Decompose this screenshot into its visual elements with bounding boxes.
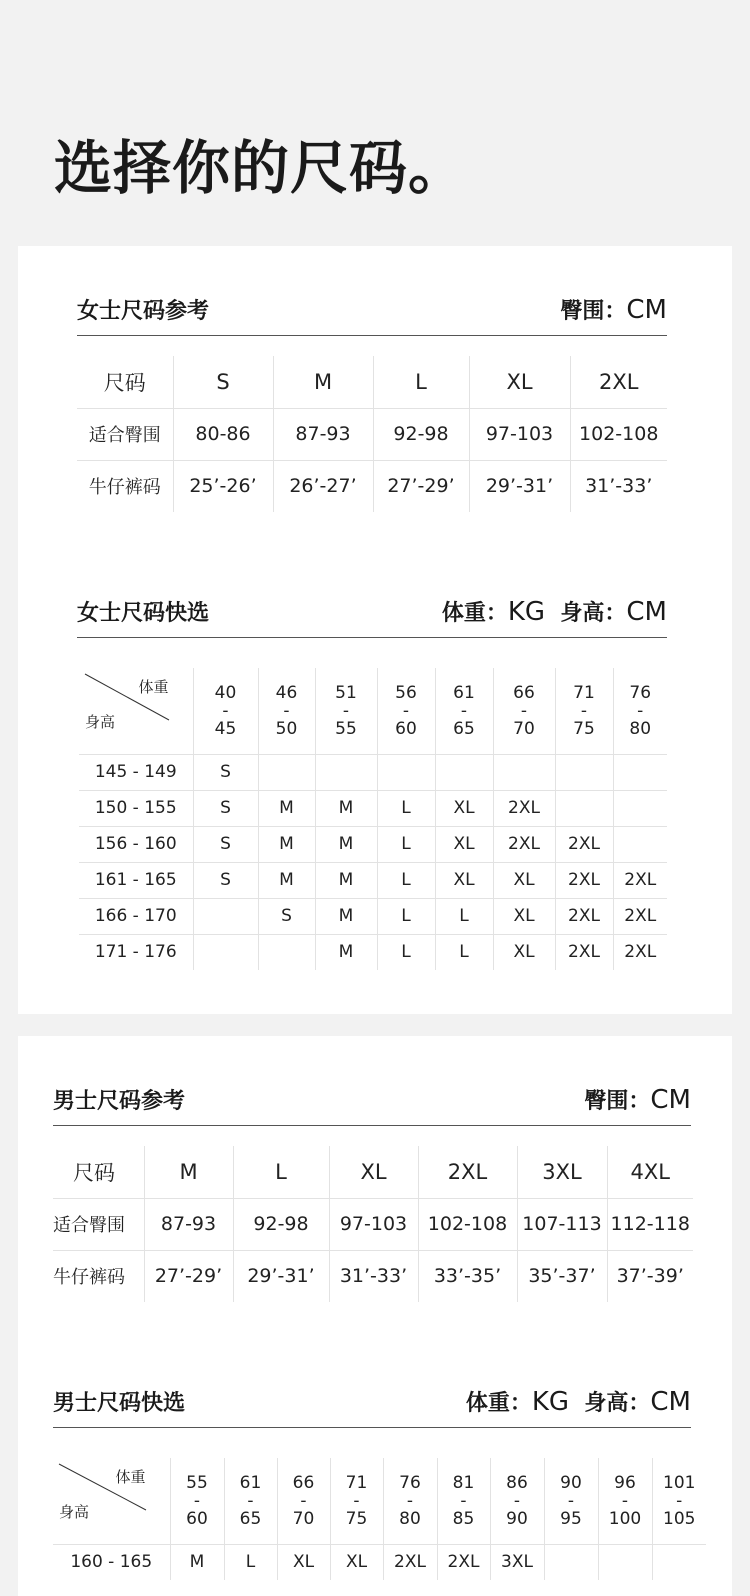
men-reference-table: [53, 1146, 693, 1302]
size-cell: L: [435, 934, 493, 970]
women-reference-unit-value: CM: [626, 295, 667, 325]
weight-range-part: -: [222, 700, 229, 721]
weight-range-part: 55: [186, 1472, 208, 1493]
women-quick-table: [79, 668, 667, 970]
height-unit-label: 身高：: [584, 1391, 651, 1416]
jeans-cell: 29’-31’: [233, 1250, 329, 1302]
hip-cell: 92-98: [233, 1198, 329, 1250]
weight-range-part: -: [460, 1490, 467, 1511]
weight-range-part: -: [621, 1490, 629, 1511]
height-range-cell: 166 - 170: [79, 898, 193, 934]
weight-range-part: -: [567, 1490, 575, 1511]
hip-cell: 102-108: [570, 408, 667, 460]
weight-range-part: 60: [395, 718, 417, 739]
weight-range-part: 86: [506, 1472, 528, 1493]
weight-range-part: 55: [335, 718, 357, 739]
size-cell: [544, 1544, 598, 1580]
hip-cell: 102-108: [418, 1198, 517, 1250]
weight-range-part: -: [353, 1490, 360, 1511]
table-row: [79, 934, 667, 970]
size-cell: S: [193, 790, 258, 826]
jeans-cell: 26’-27’: [273, 460, 373, 512]
size-cell: L: [377, 934, 435, 970]
size-cell: [555, 754, 613, 790]
jeans-cell: 25’-26’: [173, 460, 273, 512]
men-quick-unit: [466, 1386, 691, 1417]
size-cell: XL: [493, 898, 555, 934]
size-cell: [377, 754, 435, 790]
size-cell: 2XL: [555, 826, 613, 862]
weight-range-part: 65: [239, 1508, 262, 1529]
size-cell: 2XL: [570, 356, 667, 408]
weight-range-part: 80: [629, 718, 652, 739]
size-cell: XL: [277, 1544, 330, 1580]
weight-range-part: 101: [663, 1472, 696, 1493]
men-reference-title: 男士尺码参考: [53, 1089, 186, 1114]
men-reference-unit-value: CM: [650, 1085, 691, 1115]
size-cell: 2XL: [624, 942, 657, 963]
size-cell: L: [377, 790, 435, 826]
size-cell: [493, 754, 555, 790]
size-cell: 2XL: [555, 862, 613, 898]
size-cell: XL: [469, 356, 570, 408]
size-cell: M: [315, 826, 377, 862]
women-reference-table: [77, 356, 667, 512]
size-cell: L: [233, 1146, 329, 1198]
corner-height-label: 身高: [85, 712, 116, 731]
size-cell: 2XL: [613, 898, 667, 934]
weight-range-part: 75: [573, 718, 595, 739]
hip-cell: 87-93: [144, 1198, 233, 1250]
weight-range-header: [598, 1458, 652, 1544]
size-cell: S: [173, 356, 273, 408]
size-cell: S: [193, 826, 258, 862]
weight-range-header: [490, 1458, 544, 1544]
size-cell: M: [315, 934, 377, 970]
weight-range-part: -: [300, 1490, 307, 1511]
weight-range-part: 60: [186, 1508, 208, 1529]
table-row: [53, 1544, 706, 1580]
size-cell: M: [170, 1544, 224, 1580]
women-reference-unit-label: 臀围：: [560, 299, 627, 324]
height-range-cell: 145 - 149: [79, 754, 193, 790]
men-reference-header: [53, 1078, 691, 1126]
jeans-cell: 31’-33’: [585, 475, 653, 498]
size-cell: L: [377, 826, 435, 862]
diagonal-corner-header: [79, 668, 193, 754]
hip-cell: 87-93: [273, 408, 373, 460]
size-cell: S: [193, 754, 258, 790]
size-cell: 3XL: [517, 1146, 607, 1198]
weight-range-part: 96: [614, 1472, 636, 1493]
jeans-cell: 37’-39’: [616, 1265, 684, 1288]
men-reference-unit: [584, 1084, 691, 1115]
weight-range-header: [330, 1458, 383, 1544]
height-range-cell: 150 - 155: [79, 790, 193, 826]
men-quick-title: 男士尺码快选: [53, 1391, 186, 1416]
women-size-card: [18, 246, 732, 1014]
size-cell: XL: [435, 790, 493, 826]
weight-range-part: -: [580, 700, 588, 721]
size-cell: L: [435, 898, 493, 934]
weight-range-part: 46: [275, 682, 298, 703]
jeans-cell: 27’-29’: [373, 460, 469, 512]
size-cell: 2XL: [383, 1544, 437, 1580]
size-cell: XL: [435, 862, 493, 898]
weight-range-part: -: [402, 700, 410, 721]
height-range-cell: 171 - 176: [79, 934, 193, 970]
size-cell: L: [377, 862, 435, 898]
hip-cell: 80-86: [173, 408, 273, 460]
row-label-jeans: 牛仔裤码: [53, 1250, 144, 1302]
size-cell: M: [144, 1146, 233, 1198]
hip-cell: 97-103: [329, 1198, 418, 1250]
men-quick-table: [53, 1458, 706, 1580]
women-quick-title: 女士尺码快选: [77, 601, 210, 626]
size-cell: [555, 790, 613, 826]
weight-range-part: 70: [292, 1508, 315, 1529]
weight-range-part: -: [247, 1490, 254, 1511]
weight-range-part: 66: [513, 682, 535, 703]
size-cell: XL: [330, 1544, 383, 1580]
size-cell: S: [258, 898, 315, 934]
weight-range-header: [652, 1458, 706, 1544]
size-cell: M: [315, 862, 377, 898]
weight-unit-value: KG: [507, 597, 546, 627]
weight-range-header: [437, 1458, 490, 1544]
weight-range-part: 85: [452, 1508, 475, 1529]
weight-range-part: 61: [453, 682, 475, 703]
weight-range-part: 66: [292, 1472, 315, 1493]
weight-range-part: -: [637, 700, 644, 721]
size-cell: [193, 898, 258, 934]
size-cell: L: [377, 898, 435, 934]
weight-range-header: [315, 668, 377, 754]
height-range-cell: 161 - 165: [79, 862, 193, 898]
weight-range-part: 61: [239, 1472, 262, 1493]
size-cell: [435, 754, 493, 790]
hip-cell: 92-98: [373, 408, 469, 460]
weight-range-part: 75: [345, 1508, 368, 1529]
women-reference-title: 女士尺码参考: [77, 299, 210, 324]
weight-range-header: [170, 1458, 224, 1544]
size-cell: XL: [435, 826, 493, 862]
table-row: [79, 862, 667, 898]
weight-range-part: -: [342, 700, 350, 721]
size-cell: [193, 934, 258, 970]
size-cell: M: [315, 898, 377, 934]
size-cell: [598, 1544, 652, 1580]
corner-weight-label: 体重: [115, 1468, 146, 1486]
corner-height-label: 身高: [59, 1502, 90, 1521]
men-size-card: [18, 1036, 732, 1596]
size-cell: 2XL: [493, 790, 555, 826]
size-cell: 2XL: [555, 934, 613, 970]
jeans-cell: 27’-29’: [144, 1250, 233, 1302]
row-label-jeans: 牛仔裤码: [77, 460, 173, 512]
row-label-hip: 适合臀围: [77, 408, 173, 460]
weight-range-part: 76: [399, 1472, 421, 1493]
size-cell: M: [258, 790, 315, 826]
size-cell: L: [373, 356, 469, 408]
diagonal-corner-header: [53, 1458, 170, 1544]
size-cell: 3XL: [490, 1544, 544, 1580]
weight-unit-value: KG: [531, 1387, 570, 1417]
weight-range-header: [383, 1458, 437, 1544]
weight-range-part: 70: [513, 718, 535, 739]
size-cell: L: [224, 1544, 277, 1580]
size-cell: 2XL: [493, 826, 555, 862]
weight-range-header: [277, 1458, 330, 1544]
weight-range-part: 40: [214, 682, 237, 703]
weight-range-part: 95: [560, 1508, 582, 1529]
size-cell: M: [258, 862, 315, 898]
size-cell: M: [315, 790, 377, 826]
height-unit-value: CM: [650, 1387, 691, 1417]
size-cell: [258, 754, 315, 790]
jeans-cell: 33’-35’: [418, 1250, 517, 1302]
size-cell: [613, 790, 667, 826]
weight-range-part: 90: [560, 1472, 582, 1493]
table-row: [79, 826, 667, 862]
size-cell: [315, 754, 377, 790]
height-unit-label: 身高：: [560, 601, 627, 626]
size-cell: XL: [493, 862, 555, 898]
weight-range-part: -: [460, 700, 468, 721]
table-row: [79, 790, 667, 826]
weight-range-header: [613, 668, 667, 754]
jeans-cell: 29’-31’: [469, 460, 570, 512]
size-cell: 2XL: [613, 862, 667, 898]
hip-cell: 97-103: [469, 408, 570, 460]
weight-range-part: 100: [608, 1508, 642, 1529]
height-unit-value: CM: [626, 597, 667, 627]
weight-range-part: -: [676, 1490, 683, 1511]
weight-range-part: 80: [399, 1508, 421, 1529]
weight-range-part: -: [193, 1490, 201, 1511]
size-cell: [258, 934, 315, 970]
weight-range-header: [193, 668, 258, 754]
row-label-hip: 适合臀围: [53, 1198, 144, 1250]
size-cell: 2XL: [418, 1146, 517, 1198]
size-cell: [613, 754, 667, 790]
women-reference-header: [77, 288, 667, 336]
men-reference-unit-label: 臀围：: [584, 1089, 651, 1114]
size-cell: S: [193, 862, 258, 898]
height-range-cell: 156 - 160: [79, 826, 193, 862]
hip-cell: 112-118: [607, 1198, 693, 1250]
weight-range-part: 50: [275, 718, 298, 739]
jeans-cell: 31’-33’: [329, 1250, 418, 1302]
size-cell: M: [273, 356, 373, 408]
men-quick-header: [53, 1380, 691, 1428]
row-label-size: 尺码: [77, 356, 173, 408]
weight-range-header: [377, 668, 435, 754]
women-reference-unit: [560, 294, 667, 325]
weight-unit-label: 体重：: [441, 601, 508, 626]
weight-range-part: 76: [629, 682, 652, 703]
size-cell: XL: [493, 934, 555, 970]
weight-range-header: [258, 668, 315, 754]
weight-range-part: 90: [506, 1508, 528, 1529]
weight-range-header: [224, 1458, 277, 1544]
size-cell: XL: [329, 1146, 418, 1198]
table-row: [79, 898, 667, 934]
women-quick-header: [77, 590, 667, 638]
size-cell: M: [258, 826, 315, 862]
page-title: 选择你的尺码。: [54, 134, 468, 202]
height-range-cell: 160 - 165: [53, 1544, 170, 1580]
weight-range-part: 105: [663, 1508, 696, 1529]
weight-range-part: 45: [214, 718, 237, 739]
weight-unit-label: 体重：: [465, 1391, 532, 1416]
table-row: [79, 754, 667, 790]
weight-range-part: 71: [573, 682, 595, 703]
weight-range-part: 65: [453, 718, 475, 739]
weight-range-header: [544, 1458, 598, 1544]
row-label-size: 尺码: [53, 1146, 144, 1198]
weight-range-part: 71: [345, 1472, 368, 1493]
women-quick-unit: [442, 596, 667, 627]
size-cell: [613, 826, 667, 862]
weight-range-header: [493, 668, 555, 754]
weight-range-part: -: [283, 700, 290, 721]
weight-range-part: 56: [395, 682, 417, 703]
weight-range-part: -: [520, 700, 528, 721]
weight-range-part: 51: [335, 682, 357, 703]
size-cell: 4XL: [607, 1146, 693, 1198]
weight-range-header: [435, 668, 493, 754]
weight-range-part: 81: [452, 1472, 475, 1493]
corner-weight-label: 体重: [138, 678, 169, 696]
weight-range-part: -: [406, 1490, 414, 1511]
size-cell: [652, 1544, 706, 1580]
size-cell: 2XL: [555, 898, 613, 934]
jeans-cell: 35’-37’: [517, 1250, 607, 1302]
hip-cell: 107-113: [517, 1198, 607, 1250]
weight-range-header: [555, 668, 613, 754]
weight-range-part: -: [513, 1490, 521, 1511]
size-cell: 2XL: [437, 1544, 490, 1580]
